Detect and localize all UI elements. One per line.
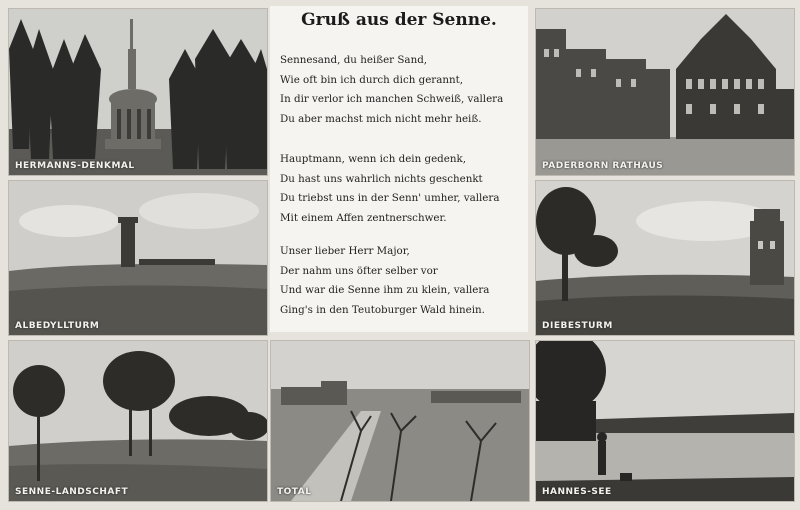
caption-senne-landschaft: SENNE-LANDSCHAFT	[15, 487, 129, 497]
photo-paderborn-rathaus	[535, 8, 795, 176]
verse-line: Du hast uns wahrlich nichts geschenkt	[280, 172, 483, 185]
caption-albedyllturm: ALBEDYLLTURM	[15, 321, 100, 331]
verse-line: Sennesand, du heißer Sand,	[280, 54, 428, 66]
photo-senne-landschaft	[8, 340, 268, 502]
hannes-see-image	[536, 341, 794, 501]
photo-albedyllturm	[8, 180, 268, 336]
verse-line: Und war die Senne ihm zu klein, vallera	[280, 284, 490, 296]
caption-total: TOTAL	[277, 487, 312, 497]
caption-diebesturm: DIEBESTURM	[542, 321, 613, 331]
verse-line: Mit einem Affen zentnerschwer.	[280, 211, 447, 224]
verse-line: Der nahm uns öfter selber vor	[280, 264, 438, 277]
verse-line: Du aber machst mich nicht mehr heiß.	[280, 112, 482, 125]
verse-3	[280, 242, 525, 320]
verse-line: Unser lieber Herr Major,	[280, 245, 410, 257]
caption-hermanns-denkmal: HERMANNS-DENKMAL	[15, 161, 135, 171]
verse-line: In dir verlor ich manchen Schweiß, vallera	[280, 93, 504, 105]
verse-2	[280, 150, 525, 228]
diebesturm-image	[536, 181, 794, 335]
photo-hannes-see	[535, 340, 795, 502]
verse-line: Ging's in den Teutoburger Wald hinein.	[280, 303, 485, 316]
senne-landschaft-image	[9, 341, 267, 501]
photo-hermanns-denkmal	[8, 8, 268, 176]
photo-diebesturm	[535, 180, 795, 336]
caption-hannes-see: HANNES-SEE	[542, 487, 612, 497]
hermanns-denkmal-image	[9, 9, 267, 175]
caption-paderborn-rathaus: PADERBORN RATHAUS	[542, 161, 664, 171]
verse-1	[280, 51, 525, 129]
albedyllturm-image	[9, 181, 267, 335]
total-image	[271, 341, 529, 501]
verse-line: Wie oft bin ich durch dich gerannt,	[280, 73, 464, 86]
photo-total	[270, 340, 530, 502]
verse-line: Hauptmann, wenn ich dein gedenk,	[280, 153, 466, 165]
paderborn-rathaus-image	[536, 9, 794, 175]
greeting-text-panel	[270, 6, 528, 332]
verse-line: Du triebst uns in der Senn' umher, vallera	[280, 192, 500, 204]
greeting-title: Gruß aus der Senne.	[301, 10, 497, 30]
